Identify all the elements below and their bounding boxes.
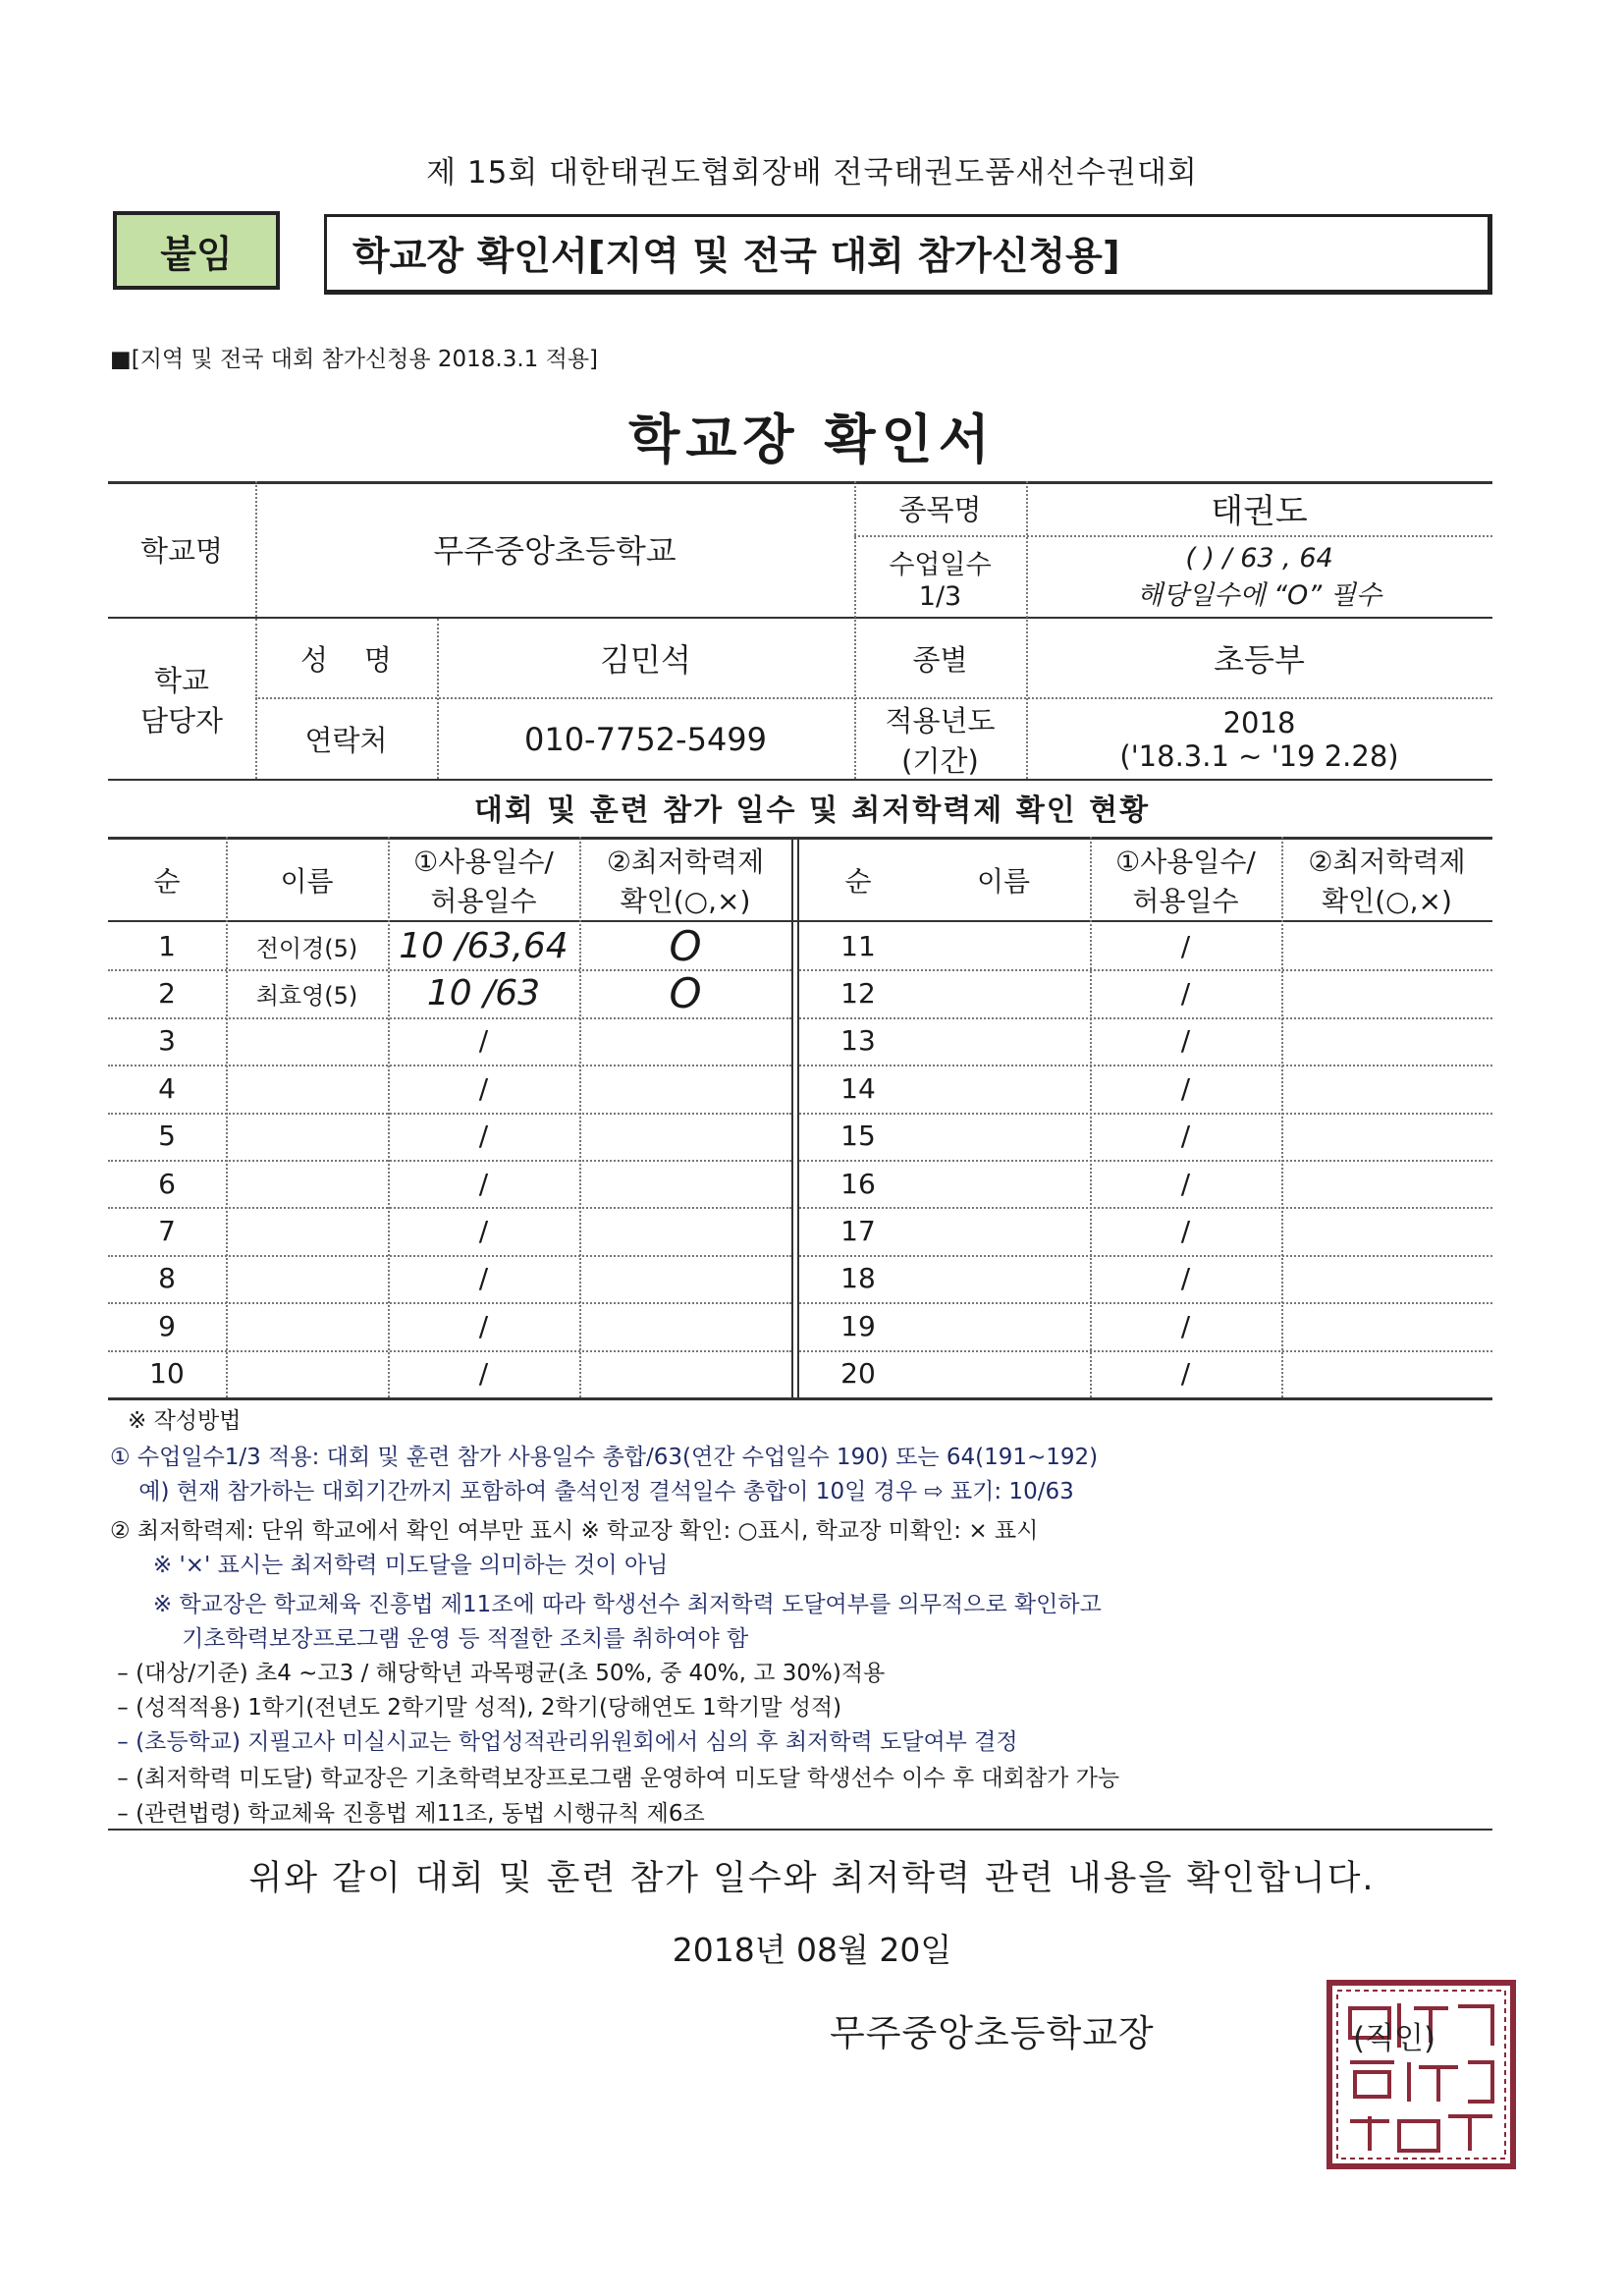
cell-days: / — [1180, 1309, 1191, 1342]
cell-check — [1281, 1160, 1492, 1207]
cell-days: / — [478, 1262, 489, 1295]
cell-name — [226, 1160, 388, 1207]
cell-days: / — [478, 1071, 489, 1105]
instructions-heading: ※ 작성방법 — [128, 1408, 242, 1434]
contact-label: 연락처 — [304, 724, 388, 757]
instruction-line: ① 수업일수1/3 적용: 대회 및 훈련 참가 사용일수 총합/63(연간 수업일수 190) 또는 64(191~192) — [110, 1445, 1099, 1470]
header-check-left: ②최저학력제 확인(○,×) — [606, 846, 765, 917]
cell-name — [226, 1302, 388, 1349]
cell-days: 10 /63 — [426, 973, 541, 1014]
confirmation-date: 2018년 08월 20일 — [672, 1931, 952, 1969]
year-label: 적용년도 (기간) — [885, 703, 996, 778]
cell-name — [226, 1065, 388, 1112]
days-label: 수업일수 1/3 — [889, 549, 992, 612]
cell-no: 18 — [840, 1262, 876, 1295]
cell-check — [579, 1255, 791, 1302]
days-value-block — [1026, 537, 1492, 617]
cell-name — [226, 1017, 388, 1065]
cell-days: / — [478, 1167, 489, 1200]
cell-no: 20 — [840, 1357, 876, 1391]
header-name-left: 이름 — [280, 865, 334, 898]
cell-no: 14 — [840, 1071, 876, 1105]
cell-name — [917, 1065, 1090, 1112]
cell-check: O — [669, 921, 702, 970]
cell-days: 10 /63,64 — [399, 925, 568, 966]
cell-days: / — [478, 1120, 489, 1153]
form-title: 학교장 확인서 — [628, 409, 996, 470]
participation-title: 대회 및 훈련 참가 일수 및 최저학력제 확인 현황 — [473, 793, 1151, 828]
cell-no: 4 — [158, 1071, 176, 1105]
cell-no: 5 — [158, 1120, 176, 1153]
cell-name — [226, 1207, 388, 1254]
instruction-line: – (대상/기준) 초4 ~고3 / 해당학년 과목평균(초 50%, 중 40%, 고 30%)적용 — [110, 1661, 886, 1686]
document-heading: 학교장 확인서[지역 및 전국 대회 참가신청용] — [324, 214, 1492, 295]
cell-days: / — [1180, 1120, 1191, 1153]
cell-days: / — [1180, 1357, 1191, 1391]
attachment-badge: 붙임 — [113, 211, 280, 290]
staff-label: 학교 담당자 — [139, 663, 224, 738]
instruction-line: – (최저학력 미도달) 학교장은 기초학력보장프로그램 운영하여 미도달 학생선수 이수 후 대회참가 가능 — [110, 1766, 1120, 1791]
cell-no: 1 — [158, 929, 176, 962]
name-label: 성 명 — [300, 642, 392, 677]
cell-check — [579, 1207, 791, 1254]
confirmation-statement: 위와 같이 대회 및 훈련 참가 일수와 최저학력 관련 내용을 확인합니다. — [248, 1859, 1376, 1898]
header-no-left: 순 — [153, 865, 181, 898]
cell-name — [917, 922, 1090, 969]
cell-name — [917, 1160, 1090, 1207]
competition-title: 제 15회 대한태권도협회장배 전국태권도품새선수권대회 — [426, 155, 1198, 191]
cell-days: / — [1180, 977, 1191, 1011]
event-label: 종목명 — [898, 493, 982, 526]
cell-no: 8 — [158, 1262, 176, 1295]
cell-no: 12 — [840, 977, 876, 1011]
cell-days: / — [478, 1309, 489, 1342]
school-name: 무주중앙초등학교 — [433, 532, 677, 570]
principal-signature-line: 무주중앙초등학교장 — [830, 2012, 1155, 2054]
cell-days: / — [1180, 1215, 1191, 1248]
cell-no: 7 — [158, 1215, 176, 1248]
seal-label: (직인) — [1353, 2021, 1436, 2056]
days-note: 해당일수에 “O” 필수 — [1137, 579, 1381, 611]
cell-name — [226, 1113, 388, 1160]
school-seal-stamp — [1326, 1979, 1517, 2170]
cell-check — [1281, 1302, 1492, 1349]
cell-name — [917, 1113, 1090, 1160]
cell-check: O — [669, 969, 702, 1018]
year-value: 2018 ('18.3.1 ~ '19 2.28) — [1119, 705, 1399, 773]
cell-days: / — [1180, 1024, 1191, 1058]
instruction-line: – (관련법령) 학교체육 진흥법 제11조, 동법 시행규칙 제6조 — [110, 1801, 705, 1827]
instruction-line: 예) 현재 참가하는 대회기간까지 포함하여 출석인정 결석일수 총합이 10일 경우 ⇨ 표기: 10/63 — [110, 1479, 1074, 1504]
cell-check — [579, 1302, 791, 1349]
division-value: 초등부 — [1214, 641, 1305, 679]
cell-no: 13 — [840, 1024, 876, 1058]
cell-days: / — [478, 1215, 489, 1248]
instruction-line: 기초학력보장프로그램 운영 등 적절한 조치를 취하여야 함 — [110, 1626, 749, 1652]
staff-name: 김민석 — [600, 641, 691, 679]
cell-name — [917, 969, 1090, 1016]
instruction-line: – (초등학교) 지필고사 미실시교는 학업성적관리위원회에서 심의 후 최저학력 도달여부 결정 — [110, 1729, 1018, 1755]
instruction-line: – (성적적용) 1학기(전년도 2학기말 성적), 2학기(당해연도 1학기말 성적) — [110, 1695, 842, 1721]
cell-days: / — [1180, 1167, 1191, 1200]
cell-check — [1281, 922, 1492, 969]
cell-no: 9 — [158, 1309, 176, 1342]
cell-name — [226, 1350, 388, 1397]
cell-check — [1281, 1255, 1492, 1302]
cell-check — [1281, 1017, 1492, 1065]
cell-check — [579, 1017, 791, 1065]
cell-name — [917, 1207, 1090, 1254]
cell-no: 10 — [149, 1357, 185, 1391]
cell-name — [917, 1350, 1090, 1397]
cell-no: 16 — [840, 1167, 876, 1200]
instruction-line: ※ 학교장은 학교체육 진흥법 제11조에 따라 학생선수 최저학력 도달여부를 의무적으로 확인하고 — [110, 1592, 1102, 1617]
event-value: 태권도 — [1211, 492, 1308, 531]
cell-no: 17 — [840, 1215, 876, 1248]
cell-check — [579, 1160, 791, 1207]
cell-check — [1281, 969, 1492, 1016]
applicability-note: ■[지역 및 전국 대회 참가신청용 2018.3.1 적용] — [110, 347, 599, 372]
cell-name — [917, 1017, 1090, 1065]
cell-days: / — [478, 1024, 489, 1058]
header-days-right: ①사용일수/ 허용일수 — [1115, 846, 1256, 917]
cell-check — [579, 1113, 791, 1160]
contact-value: 010-7752-5499 — [523, 720, 768, 758]
cell-no: 11 — [840, 929, 876, 962]
cell-days: / — [478, 1357, 489, 1391]
cell-name: 최효영(5) — [255, 982, 358, 1011]
cell-check — [1281, 1207, 1492, 1254]
cell-days: / — [1180, 1071, 1191, 1105]
cell-name — [917, 1255, 1090, 1302]
cell-no: 2 — [158, 977, 176, 1011]
cell-no: 19 — [840, 1309, 876, 1342]
cell-check — [1281, 1113, 1492, 1160]
cell-no: 15 — [840, 1120, 876, 1153]
cell-name — [226, 1255, 388, 1302]
cell-no: 3 — [158, 1024, 176, 1058]
cell-check — [579, 1065, 791, 1112]
header-check-right: ②최저학력제 확인(○,×) — [1308, 846, 1466, 917]
school-label: 학교명 — [139, 533, 224, 568]
cell-days: / — [1180, 929, 1191, 962]
cell-check — [579, 1350, 791, 1397]
division-label: 종별 — [912, 642, 968, 677]
cell-check — [1281, 1065, 1492, 1112]
instruction-line: ② 최저학력제: 단위 학교에서 확인 여부만 표시 ※ 학교장 확인: ○표시, 학교장 미확인: × 표시 — [110, 1518, 1039, 1544]
cell-name — [917, 1302, 1090, 1349]
instruction-line: ※ '×' 표시는 최저학력 미도달을 의미하는 것이 아님 — [110, 1553, 669, 1578]
cell-check — [1281, 1350, 1492, 1397]
header-name-right: 이름 — [976, 865, 1031, 898]
cell-no: 6 — [158, 1167, 176, 1200]
cell-name: 전이경(5) — [255, 934, 358, 962]
cell-days: / — [1180, 1262, 1191, 1295]
header-no-right: 순 — [844, 865, 872, 898]
days-value: ( ) / 63 , 64 — [1185, 542, 1333, 574]
header-days-left: ①사용일수/ 허용일수 — [413, 846, 554, 917]
